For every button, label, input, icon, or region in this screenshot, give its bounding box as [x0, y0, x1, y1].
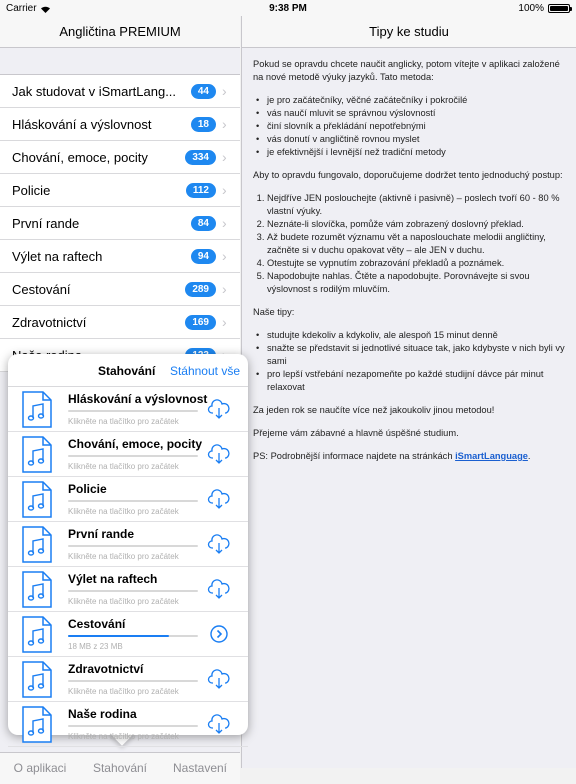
lesson-row[interactable]: [0, 240, 240, 273]
lesson-label: Hláskování a výslovnost: [12, 116, 152, 132]
tab-settings[interactable]: Nastavení: [172, 761, 228, 775]
audio-file-icon: [22, 616, 52, 653]
intro-paragraph: Pokud se opravdu chcete naučit anglicky, potom vítejte v aplikaci založené na nové metodě výuky jazyků. Tato metoda:: [253, 59, 560, 82]
master-navbar: [0, 16, 240, 48]
wishes-paragraph: Přejeme vám zábavné a hlavně úspěšné studium.: [253, 428, 459, 438]
download-item-status: Klikněte na tlačítko pro začátek: [68, 462, 179, 471]
audio-file-icon: [22, 571, 52, 608]
detail-title: Tipy ke studiu: [369, 24, 449, 39]
audio-file-icon: [22, 661, 52, 698]
download-item-name: Výlet na raftech: [68, 572, 158, 586]
list-item: 3. Až budete rozumět významu vět a naposlouchate melodii angličtiny, začněte si v duchu opakovat věty – ale JEN v duchu.: [267, 231, 566, 257]
list-item: • je efektivnější i levnější než tradiční metody: [253, 146, 566, 159]
status-time: 9:38 PM: [269, 3, 307, 14]
ps-end: .: [527, 451, 531, 461]
lesson-list: [0, 74, 240, 372]
download-item-status: Klikněte na tlačítko pro začátek: [68, 552, 179, 561]
download-progress-bar: [68, 500, 198, 502]
lesson-label: Zdravotnictví: [12, 314, 87, 330]
chevron-right-icon: ›: [222, 314, 227, 330]
lesson-label: Jak studovat v iSmartLang...: [12, 83, 177, 99]
download-item-name: Policie: [68, 482, 107, 496]
battery-icon: [548, 4, 570, 13]
lesson-label: Výlet na raftech: [12, 248, 103, 264]
lesson-row[interactable]: [0, 174, 240, 207]
outro-paragraph: Za jeden rok se naučíte více než jakoukoliv jinou metodou!: [253, 405, 495, 415]
list-item: 1. Nejdříve JEN poslouchejte (aktivně i pasivně) – poslech tvoří 60 - 80 % vlastní výuky.: [267, 192, 566, 218]
carrier-label: Carrier: [6, 3, 37, 14]
lesson-row[interactable]: [0, 141, 240, 174]
download-progress-bar: [68, 545, 198, 547]
count-badge: 289: [185, 282, 216, 297]
download-item-name: První rande: [68, 527, 135, 541]
rules-intro: Aby to opravdu fungovalo, doporučujeme dodržet tento jednoduchý postup:: [253, 170, 563, 180]
cloud-download-icon[interactable]: [208, 534, 230, 554]
list-item: • vás naučí mluvit se správnou výslovností: [253, 107, 566, 120]
download-progress-bar: [68, 680, 198, 682]
download-item-name: Hláskování a výslovnost: [68, 392, 208, 406]
chevron-right-icon: ›: [222, 215, 227, 231]
ps-text: PS: Podrobnější informace najdete na stránkách: [253, 451, 453, 461]
count-badge: 94: [191, 249, 216, 264]
chevron-circle-icon[interactable]: [208, 624, 230, 644]
download-item-name: Chování, emoce, pocity: [68, 437, 203, 451]
download-item-name: Cestování: [68, 617, 126, 631]
method-list: [253, 94, 566, 159]
count-badge: 112: [186, 183, 216, 198]
download-item-status: Klikněte na tlačítko pro začátek: [68, 507, 179, 516]
download-item[interactable]: [8, 657, 248, 702]
download-list: [8, 387, 248, 747]
download-progress-bar: [68, 635, 198, 637]
tips-intro: Naše tipy:: [253, 307, 295, 317]
download-progress-bar: [68, 725, 198, 727]
audio-file-icon: [22, 526, 52, 563]
audio-file-icon: [22, 706, 52, 743]
lesson-row[interactable]: [0, 75, 240, 108]
battery-label: 100%: [518, 3, 544, 14]
lesson-row[interactable]: [0, 306, 240, 339]
download-progress-bar: [68, 455, 198, 457]
audio-file-icon: [22, 391, 52, 428]
list-item: 5. Napodobujte nahlas. Čtěte a napodobujte. Porovnávejte si svou výslovnost s rodilým mluvčím.: [267, 270, 566, 296]
count-badge: 18: [191, 117, 216, 132]
list-item: 4. Otestujte se vypnutím zobrazování překladů a poznámek.: [267, 257, 566, 270]
ismartlanguage-link[interactable]: iSmartLanguage: [455, 451, 528, 461]
cloud-download-icon[interactable]: [208, 579, 230, 599]
popover-title: Stahování: [98, 364, 156, 378]
list-item: • je pro začátečníky, věčné začátečníky i pokročilé: [253, 94, 566, 107]
ps-paragraph: [253, 450, 566, 463]
lesson-label: Chování, emoce, pocity: [12, 149, 148, 165]
audio-file-icon: [22, 436, 52, 473]
tips-list: [253, 329, 566, 394]
chevron-right-icon: ›: [222, 149, 227, 165]
download-item[interactable]: [8, 522, 248, 567]
lesson-row[interactable]: [0, 207, 240, 240]
download-item-status: Klikněte na tlačítko pro začátek: [68, 597, 179, 606]
download-progress-bar: [68, 590, 198, 592]
count-badge: 44: [191, 84, 216, 99]
chevron-right-icon: ›: [222, 281, 227, 297]
count-badge: 84: [191, 216, 216, 231]
download-item[interactable]: [8, 477, 248, 522]
list-item: 2. Neznáte-li slovíčka, pomůže vám zobrazený doslovný překlad.: [267, 218, 566, 231]
list-item: • snažte se představit si jednotlivé situace tak, jako kdybyste v nich byli vy sami: [253, 342, 566, 368]
cloud-download-icon[interactable]: [208, 489, 230, 509]
audio-file-icon: [22, 481, 52, 518]
chevron-right-icon: ›: [222, 116, 227, 132]
tab-downloads[interactable]: Stahování: [92, 761, 148, 775]
tab-about[interactable]: O aplikaci: [13, 761, 67, 775]
lesson-label: Cestování: [12, 281, 71, 297]
download-item-status: Klikněte na tlačítko pro začátek: [68, 687, 179, 696]
list-item: • vás donutí v angličtině rovnou myslet: [253, 133, 566, 146]
cloud-download-icon[interactable]: [208, 399, 230, 419]
lesson-row[interactable]: [0, 273, 240, 306]
status-bar: [0, 0, 576, 16]
chevron-right-icon: ›: [222, 248, 227, 264]
rules-list: [253, 192, 566, 296]
download-item[interactable]: [8, 387, 248, 432]
cloud-download-icon[interactable]: [208, 714, 230, 734]
list-item: • činí slovník a překládání nepotřebnými: [253, 120, 566, 133]
detail-pane: [241, 16, 576, 768]
chevron-right-icon: ›: [222, 182, 227, 198]
download-item-status: Klikněte na tlačítko pro začátek: [68, 417, 179, 426]
app-title: Angličtina PREMIUM: [59, 24, 181, 39]
download-all-button[interactable]: Stáhnout vše: [169, 364, 240, 378]
chevron-right-icon: ›: [222, 83, 227, 99]
download-item[interactable]: [8, 612, 248, 657]
list-item: • studujte kdekoliv a kdykoliv, ale alespoň 15 minut denně: [253, 329, 566, 342]
cloud-download-icon[interactable]: [208, 444, 230, 464]
count-badge: 169: [185, 315, 216, 330]
count-badge: 334: [185, 150, 216, 165]
download-item[interactable]: [8, 702, 248, 747]
cloud-download-icon[interactable]: [208, 669, 230, 689]
download-item-name: Zdravotnictví: [68, 662, 144, 676]
study-tips-text: [242, 48, 576, 463]
lesson-label: První rande: [12, 215, 80, 231]
popover-header: [8, 354, 248, 387]
tab-bar: [0, 752, 240, 784]
download-item[interactable]: [8, 432, 248, 477]
download-item-status: Klikněte na tlačítko pro začátek: [68, 732, 179, 741]
download-progress-bar: [68, 410, 198, 412]
download-item[interactable]: [8, 567, 248, 612]
lesson-row[interactable]: [0, 108, 240, 141]
download-item-status: 18 MB z 23 MB: [68, 642, 123, 651]
downloads-popover: [8, 354, 248, 741]
status-right: [518, 3, 570, 14]
list-item: • pro lepší vstřebání nezapomeňte po každé studijní dávce pár minut relaxovat: [253, 368, 566, 394]
detail-navbar: [242, 16, 576, 48]
download-item-name: Naše rodina: [68, 707, 137, 721]
lesson-label: Policie: [12, 182, 51, 198]
